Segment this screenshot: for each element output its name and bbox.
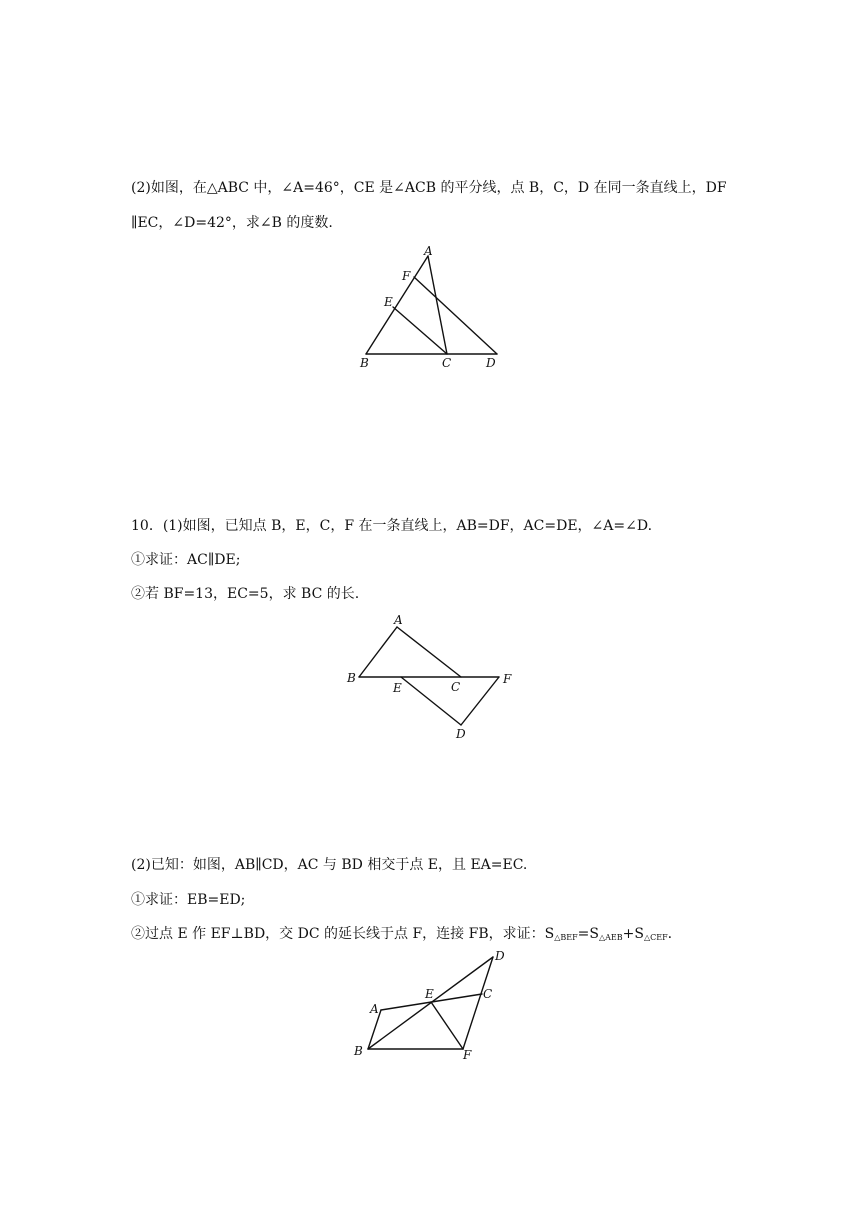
label-d: D [486,356,496,370]
label-c: C [442,356,452,370]
triangle-abc-figure [355,240,515,375]
problem-10-2-text-line-3: ②过点 E 作 EF⊥BD，交 DC 的延长线于点 F，连接 FB，求证：$S_{\triangle BEF}=S_{\triangle AEB}+S_{\triangle CEF}$. [131,926,673,942]
label-e: E [384,295,393,309]
segment-ba [366,256,428,354]
label-e: E [393,681,402,695]
label-e: E [425,987,434,1001]
problem-9-2-text-line-1: (2)如图，在△ABC 中，∠A=46°，CE 是∠ACB 的平分线，点 B，C，D 在同一条直线上，DF [131,180,727,196]
label-a: A [424,244,433,258]
label-a: A [394,613,403,627]
label-f: F [503,672,512,686]
problem-10-1-text-line-2: ①求证：AC∥DE; [131,552,241,568]
label-c: C [483,987,493,1001]
trapezoid-figure [350,948,520,1068]
segment-ac [397,627,461,677]
segment-ba [359,627,397,677]
problem-9-2-text-line-2: ∥EC，∠D=42°，求∠B 的度数. [131,215,333,231]
segment-ef [431,1002,463,1049]
segment-bd [368,957,493,1049]
problem-10-1-text-line-1: 10．(1)如图，已知点 B，E，C，F 在一条直线上，AB=DF，AC=DE，∠A=∠D. [131,518,653,534]
problem-10-1-text-line-3: ②若 BF=13，EC=5，求 BC 的长. [131,586,360,602]
label-b: B [354,1044,363,1058]
label-b: B [347,671,356,685]
segment-fd [414,277,497,354]
label-c: C [451,680,461,694]
label-d: D [495,949,505,963]
label-a: A [370,1002,379,1016]
label-d: D [456,727,466,741]
problem-10-2-text-line-2: ①求证：EB=ED; [131,892,246,908]
problem-10-2-text-line-1: (2)已知：如图，AB∥CD，AC 与 BD 相交于点 E，且 EA=EC. [131,857,528,873]
label-f: F [402,269,411,283]
label-b: B [360,356,369,370]
segment-df [461,677,499,725]
segment-df [463,957,493,1049]
label-f: F [463,1048,472,1062]
two-triangles-figure [345,610,520,745]
